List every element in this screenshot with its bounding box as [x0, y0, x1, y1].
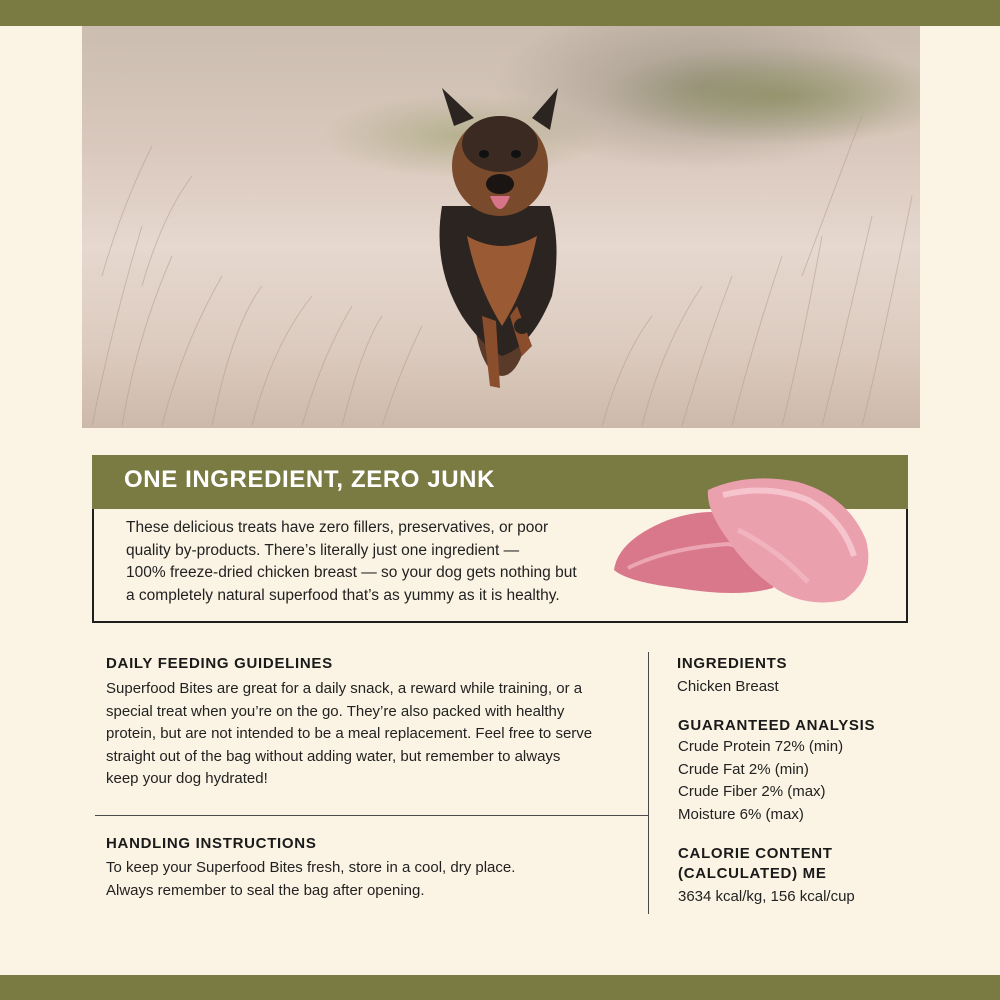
feature-line: 100% freeze-dried chicken breast — so your dog gets nothing but	[126, 564, 577, 581]
hero-photo-dog	[82, 26, 920, 428]
handling-text	[106, 857, 626, 902]
feeding-line: keep your dog hydrated!	[106, 770, 268, 787]
feeding-line: Superfood Bites are great for a daily snack, a reward while training, or a	[106, 680, 583, 697]
feature-title: ONE INGREDIENT, ZERO JUNK	[124, 466, 496, 493]
column-divider	[648, 652, 649, 914]
feeding-line: straight out of the bag without adding water, but remember to always	[106, 747, 561, 765]
calorie-heading-line: CALORIE CONTENT	[678, 845, 833, 862]
feeding-line: protein, but are not intended to be a meal replacement. Feel free to serve	[106, 725, 593, 742]
ingredients-heading: INGREDIENTS	[677, 655, 788, 672]
bottom-band	[0, 975, 1000, 1000]
analysis-item: Crude Fat 2% (min)	[678, 760, 809, 778]
dog-figure	[440, 88, 559, 388]
feature-line: quality by-products. There’s literally just one ingredient —	[126, 541, 520, 559]
feeding-text	[106, 678, 626, 791]
analysis-item: Crude Fiber 2% (max)	[678, 783, 826, 800]
handling-heading: HANDLING INSTRUCTIONS	[106, 835, 317, 852]
analysis-heading: GUARANTEED ANALYSIS	[678, 717, 876, 734]
calorie-heading-line: (CALCULATED) ME	[678, 865, 827, 882]
section-divider	[95, 815, 648, 816]
handling-line: Always remember to seal the bag after opening.	[106, 881, 425, 899]
feature-description	[126, 517, 596, 607]
top-band	[0, 0, 1000, 26]
handling-line: To keep your Superfood Bites fresh, store in a cool, dry place.	[106, 859, 516, 876]
chicken-breast-image	[608, 470, 878, 610]
ingredients-text: Chicken Breast	[677, 678, 779, 695]
calorie-text: 3634 kcal/kg, 156 kcal/cup	[678, 888, 855, 905]
feeding-heading: DAILY FEEDING GUIDELINES	[106, 655, 333, 672]
analysis-item: Moisture 6% (max)	[678, 805, 804, 823]
analysis-list	[678, 736, 843, 826]
calorie-heading	[678, 844, 908, 884]
dog-running-illustration	[82, 26, 920, 428]
feature-line: These delicious treats have zero fillers, preservatives, or poor	[126, 519, 549, 536]
analysis-item: Crude Protein 72% (min)	[678, 738, 844, 755]
feeding-line: special treat when you’re on the go. They’re also packed with healthy	[106, 702, 565, 720]
feature-line: a completely natural superfood that’s as yummy as it is healthy.	[126, 586, 560, 604]
